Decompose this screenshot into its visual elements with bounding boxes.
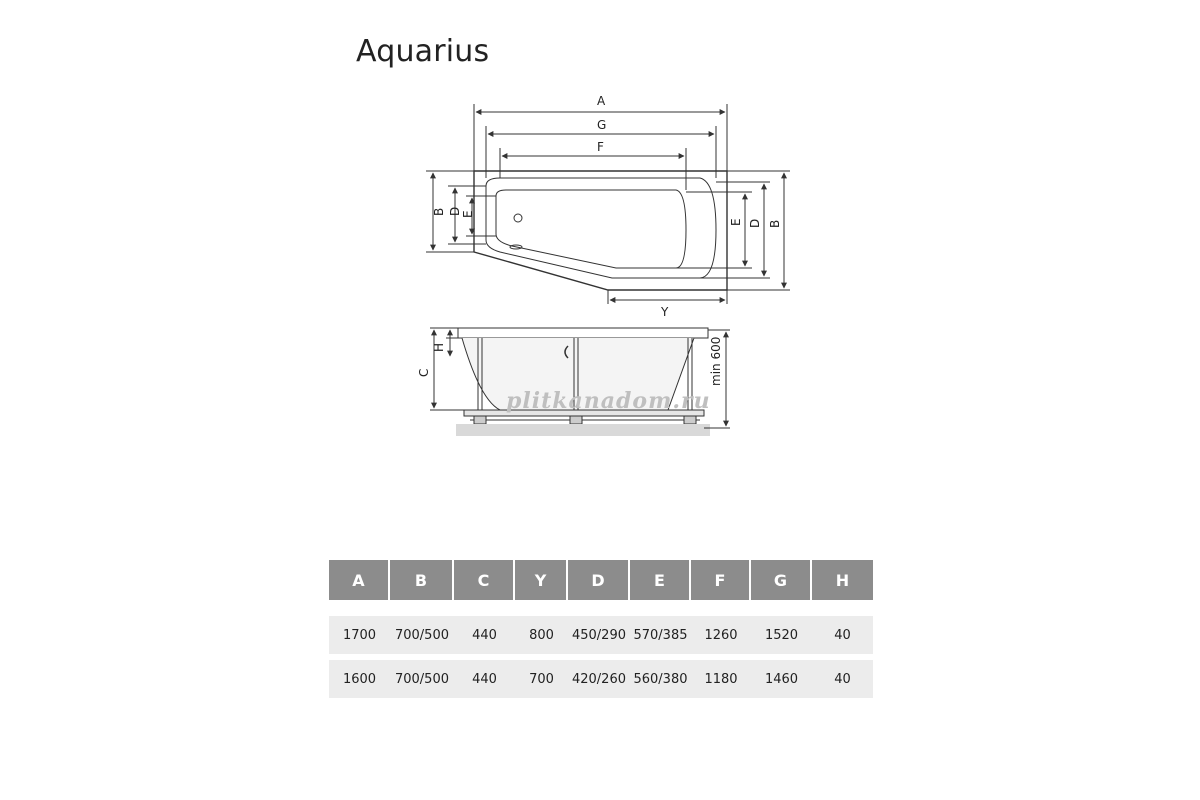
watermark: plitkanadom.ru	[506, 388, 711, 414]
header-cell: H	[812, 560, 873, 600]
label-y: Y	[661, 305, 669, 319]
header-cell: D	[568, 560, 630, 600]
label-h: H	[432, 342, 446, 352]
table-cell: 700/500	[394, 671, 449, 687]
header-cell: F	[691, 560, 751, 600]
table-header	[329, 560, 873, 600]
header-cell: C	[454, 560, 515, 600]
spec-table	[329, 560, 873, 698]
tub-outline	[474, 171, 727, 290]
table-cell: 1600	[342, 671, 377, 687]
header-cell: G	[751, 560, 812, 600]
table-cell: 40	[834, 627, 851, 643]
table-cell: 1260	[704, 627, 738, 643]
label-e-right: E	[729, 218, 743, 226]
label-f: F	[597, 140, 604, 154]
header-cell: E	[630, 560, 691, 600]
drain-icon	[514, 214, 522, 222]
table-cell: 800	[529, 627, 554, 643]
table-cell: 570/385	[633, 627, 688, 643]
header-cell: Y	[515, 560, 568, 600]
label-e-left: E	[461, 210, 475, 218]
table-row	[329, 616, 873, 654]
table-cell: 560/380	[633, 671, 688, 687]
page-title: Aquarius	[356, 34, 490, 69]
label-d-left: D	[448, 206, 462, 216]
table-cell: 40	[834, 671, 851, 687]
table-cell: 1520	[764, 627, 799, 643]
label-a: A	[597, 94, 606, 108]
header-cell: A	[329, 560, 390, 600]
table-cell: 700/500	[394, 627, 449, 643]
table-cell: 1460	[764, 671, 799, 687]
tub-rim	[458, 328, 708, 338]
top-view	[426, 104, 790, 304]
table-cell: 450/290	[571, 627, 626, 643]
label-b-left: B	[432, 207, 446, 216]
label-c: C	[417, 368, 431, 377]
table-cell: 440	[472, 627, 497, 643]
label-g: G	[597, 118, 607, 132]
table-cell: 700	[529, 671, 554, 687]
label-b-right: B	[768, 219, 782, 228]
side-view	[430, 328, 730, 436]
basin-inner-outline	[496, 190, 686, 268]
table-cell: 420/260	[571, 671, 626, 687]
header-cell: B	[390, 560, 454, 600]
table-cell: 1180	[704, 671, 738, 687]
label-min600: min 600	[709, 336, 723, 386]
floor	[456, 424, 710, 436]
table-cell: 440	[472, 671, 497, 687]
label-d-right: D	[748, 218, 762, 228]
table-cell: 1700	[342, 627, 377, 643]
table-row	[329, 660, 873, 698]
